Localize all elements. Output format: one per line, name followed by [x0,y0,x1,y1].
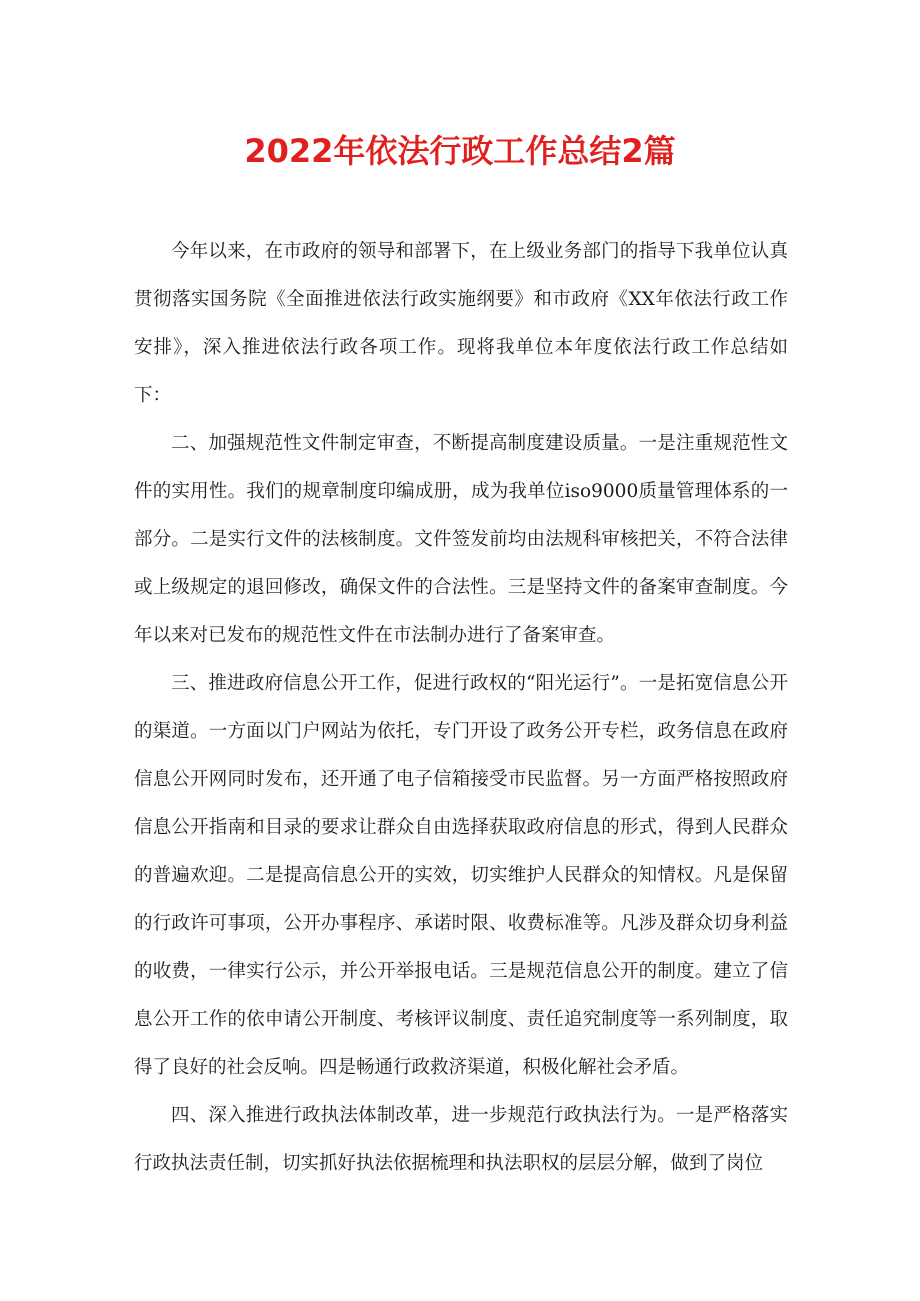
paragraph-intro: 今年以来，在市政府的领导和部署下，在上级业务部门的指导下我单位认真贯彻落实国务院《全面推进依法行政实施纲要》和市政府《XX年依法行政工作安排》，深入推进依法行政各项工作。现将我单位本年度依法行政工作总结如下： [134,241,788,406]
paragraph-section-4: 四、深入推进行政执法体制改革，进一步规范行政执法行为。一是严格落实行政执法责任制，切实抓好执法依据梳理和执法职权的层层分解，做到了岗位 [134,1105,788,1174]
paragraph-section-3: 三、推进政府信息公开工作，促进行政权的“阳光运行”。一是拓宽信息公开的渠道。一方面以门户网站为依托，专门开设了政务公开专栏，政务信息在政府信息公开网同时发布，还开通了电子信箱接受市民监督。另一方面严格按照政府信息公开指南和目录的要求让群众自由选择获取政府信息的形式，得到人民群众的普遍欢迎。二是提高信息公开的实效，切实维护人民群众的知情权。凡是保留的行政许可事项，公开办事程序、承诺时限、收费标准等。凡涉及群众切身利益的收费，一律实行公示，并公开举报电话。三是规范信息公开的制度。建立了信息公开工作的依申请公开制度、考核评议制度、责任追究制度等一系列制度，取得了良好的社会反响。四是畅通行政救济渠道，积极化解社会矛盾。 [134,673,788,1078]
document-title: 2022年依法行政工作总结2篇 [244,132,676,170]
document-body [134,228,788,1188]
paragraph-section-2: 二、加强规范性文件制定审查，不断提高制度建设质量。一是注重规范性文件的实用性。我们的规章制度印编成册，成为我单位iso9000质量管理体系的一部分。二是实行文件的法核制度。文件签发前均由法规科审核把关，不符合法律或上级规定的退回修改，确保文件的合法性。三是坚持文件的备案审查制度。今年以来对已发布的规范性文件在市法制办进行了备案审查。 [134,433,788,646]
